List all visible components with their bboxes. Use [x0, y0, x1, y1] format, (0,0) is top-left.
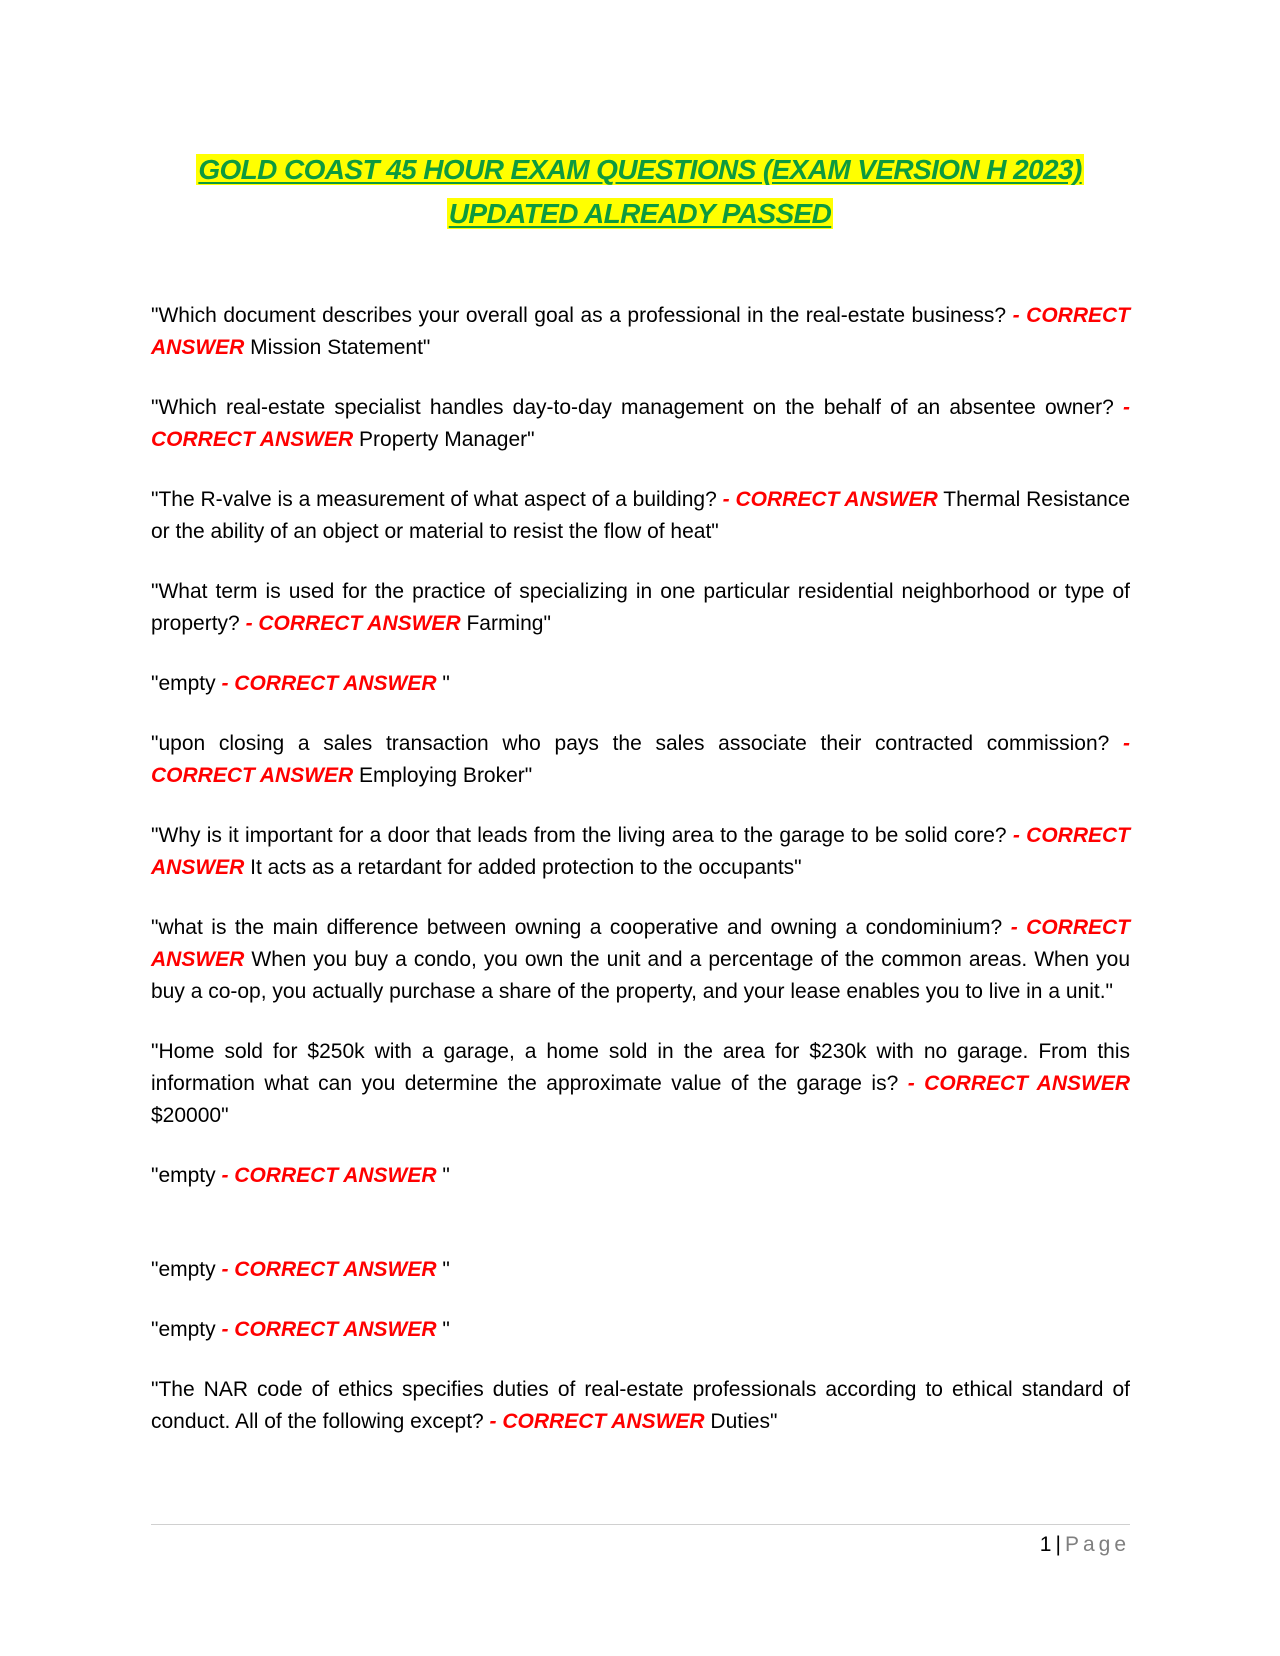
correct-answer-marker: - CORRECT ANSWER	[151, 916, 1130, 971]
correct-answer-marker: - CORRECT ANSWER	[151, 304, 1130, 359]
answer-text: Mission Statement"	[244, 336, 431, 359]
qa-item	[151, 1160, 1130, 1192]
title-line-2: UPDATED ALREADY PASSED	[448, 198, 832, 229]
answer-text: When you buy a condo, you own the unit and a percentage of the common areas. When you buy a co-op, you actually purchase a share of the property, and your lease enables you to live in a unit."	[151, 948, 1130, 1003]
answer-text: $20000"	[151, 1104, 229, 1127]
question-text: "empty	[151, 1258, 222, 1281]
page-label: Page	[1064, 1533, 1130, 1556]
qa-item	[151, 912, 1130, 1008]
answer-text: "	[436, 672, 450, 695]
question-text: "The NAR code of ethics specifies duties of real-estate professionals according to ethical standard of conduct. All of the following except?	[151, 1378, 1130, 1433]
qa-item	[151, 820, 1130, 884]
correct-answer-marker: - CORRECT ANSWER	[722, 488, 938, 511]
qa-item	[151, 668, 1130, 700]
answer-text: Employing Broker"	[353, 764, 533, 787]
answer-text: "	[436, 1318, 450, 1341]
answer-text: Thermal Resistance or the ability of an object or material to resist the flow of heat"	[151, 488, 1131, 543]
answer-text: Duties"	[704, 1410, 778, 1433]
answer-text: It acts as a retardant for added protection to the occupants"	[244, 856, 802, 879]
correct-answer-marker: - CORRECT ANSWER	[151, 732, 1130, 787]
footer-divider	[151, 1524, 1130, 1525]
question-text: "empty	[151, 1164, 222, 1187]
qa-item	[151, 484, 1130, 548]
question-text: "What term is used for the practice of specializing in one particular residential neighborhood or type of property?	[151, 580, 1130, 635]
question-text: "what is the main difference between owning a cooperative and owning a condominium?	[151, 916, 1011, 939]
qa-item	[151, 576, 1130, 640]
qa-item	[151, 1254, 1130, 1286]
correct-answer-marker: - CORRECT ANSWER	[907, 1072, 1130, 1095]
qa-item	[151, 1374, 1130, 1438]
correct-answer-marker: - CORRECT ANSWER	[221, 672, 437, 695]
answer-text: Farming"	[460, 612, 551, 635]
answer-text: "	[436, 1258, 450, 1281]
question-text: "Which document describes your overall goal as a professional in the real-estate business?	[151, 304, 1013, 327]
correct-answer-marker: - CORRECT ANSWER	[245, 612, 461, 635]
qa-item	[151, 392, 1130, 456]
qa-list	[151, 300, 1130, 1438]
correct-answer-marker: - CORRECT ANSWER	[221, 1258, 437, 1281]
correct-answer-marker: - CORRECT ANSWER	[489, 1410, 705, 1433]
question-text: "The R-valve is a measurement of what aspect of a building?	[151, 488, 723, 511]
question-text: "Why is it important for a door that leads from the living area to the garage to be solid core?	[151, 824, 1013, 847]
answer-text: "	[436, 1164, 450, 1187]
answer-text: Property Manager"	[353, 428, 535, 451]
question-text: "empty	[151, 1318, 222, 1341]
title-line-1: GOLD COAST 45 HOUR EXAM QUESTIONS (EXAM VERSION H 2023)	[198, 154, 1082, 185]
qa-item	[151, 300, 1130, 364]
question-text: "Home sold for $250k with a garage, a home sold in the area for $230k with no garage. From this information what can you determine the approximate value of the garage is?	[151, 1040, 1130, 1095]
question-text: "Which real-estate specialist handles day-to-day management on the behalf of an absentee owner?	[151, 396, 1123, 419]
footer-separator: |	[1055, 1533, 1061, 1556]
qa-item	[151, 1036, 1130, 1132]
page-number: 1	[1039, 1533, 1052, 1556]
page-footer	[151, 1530, 1130, 1560]
question-text: "upon closing a sales transaction who pays the sales associate their contracted commission?	[151, 732, 1123, 755]
qa-item	[151, 1314, 1130, 1346]
document-title	[150, 148, 1130, 236]
correct-answer-marker: - CORRECT ANSWER	[151, 396, 1130, 451]
question-text: "empty	[151, 672, 222, 695]
correct-answer-marker: - CORRECT ANSWER	[151, 824, 1130, 879]
correct-answer-marker: - CORRECT ANSWER	[221, 1318, 437, 1341]
correct-answer-marker: - CORRECT ANSWER	[221, 1164, 437, 1187]
qa-item	[151, 728, 1130, 792]
